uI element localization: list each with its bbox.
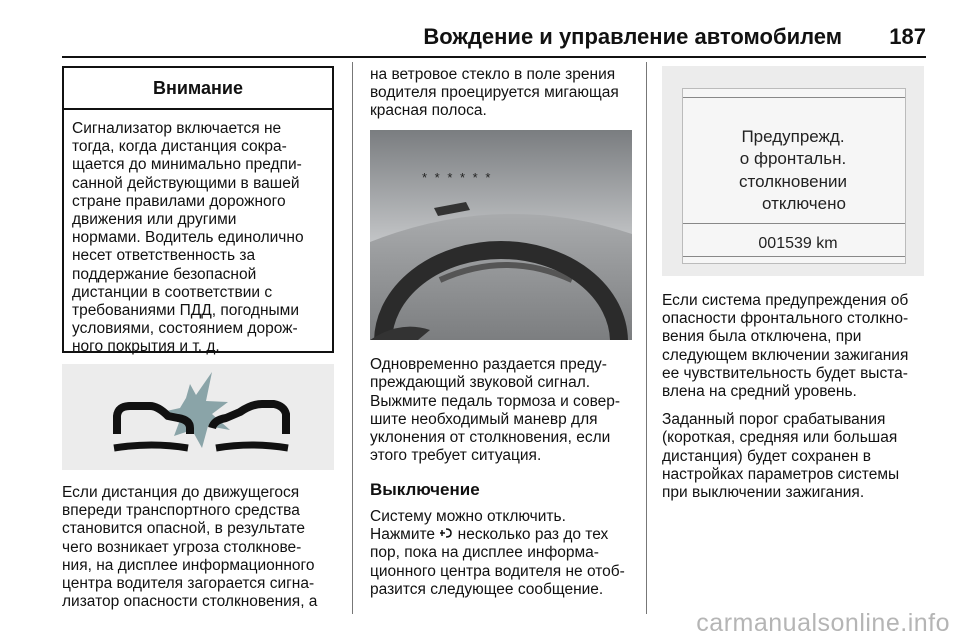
display-line-1: Предупрежд. (741, 127, 845, 146)
warning-title: Внимание (64, 68, 332, 110)
car-front (212, 404, 286, 434)
car-front-base (216, 445, 288, 448)
column-divider-1 (352, 62, 353, 614)
column-divider-2 (646, 62, 647, 614)
distance-button-icon (439, 527, 453, 540)
threshold-saved-text: Заданный порог срабатывания (короткая, средняя или большая дистанция) будет сохранен в настройках параметров системы при выключении зажигания. (662, 411, 900, 502)
disable-instruction-rest: несколько раз до тех пор, пока на дисплее информа- ционного центра водителя не отоб- разится следующее сообщение. (370, 526, 625, 598)
display-line-3: столкновении (738, 172, 848, 191)
car-rear-base (114, 445, 188, 448)
windshield-hud-icon (370, 130, 632, 340)
warning-text: Сигнализатор включается не тогда, когда дистанция сокра- щается до минимально предпи- санной действующими в вашей стране правилами дорожного движения или другими нормами. Водитель единолично несет ответственность за поддержание безопасной дистанции в соответствии с требованиями ПДД, погодными условиями, состоянием дорож- ного покрытия и т. д. (72, 120, 304, 356)
warning-box (62, 66, 334, 356)
sensitivity-reset-text: Если система предупреждения об опасности фронтального столкно- вения была отключена, при следующем включении зажигания ее чувствительность будет выста- влена на средний уровень. (662, 292, 909, 401)
display-text-layer (662, 66, 924, 276)
page-number: 187 (889, 24, 926, 49)
collision-warning-figure (62, 364, 334, 470)
collision-warning-icon (62, 364, 334, 470)
hud-description: на ветровое стекло в поле зрения водителя проецируется мигающая красная полоса. (370, 66, 619, 120)
watermark: carmanualsonline.info (696, 609, 950, 637)
display-line-2: о фронтальн. (739, 149, 847, 168)
dashboard-hud-figure (370, 130, 632, 340)
braking-instruction: Одновременно раздается преду- преждающий звуковой сигнал. Выжмите педаль тормоза и совер- шите необходимый маневр для уклонения от столкновения, если этого требует ситуация. (370, 356, 621, 465)
disable-instruction-prefix: Нажмите (370, 526, 440, 544)
disable-text: Систему можно отключить. (370, 507, 566, 525)
section-heading-off: Выключение (370, 479, 480, 499)
page-header-title: Вождение и управление автомобилем (423, 24, 842, 49)
svg-text:* * * * * *: * * * * * * (422, 170, 493, 185)
disable-instruction (370, 526, 644, 599)
header-rule (62, 56, 926, 58)
display-odometer: 001539 km (758, 235, 838, 252)
collision-description: Если дистанция до движущегося впереди транспортного средства становится опасной, в результате чего возникает угроза столкнове- ния, на дисплее информационного центра водителя загорается сигна- лизатор опасности столкновения, а (62, 484, 318, 611)
display-line-4: отключено (762, 194, 846, 213)
display-panel-figure (662, 66, 924, 276)
impact-star (162, 372, 230, 448)
